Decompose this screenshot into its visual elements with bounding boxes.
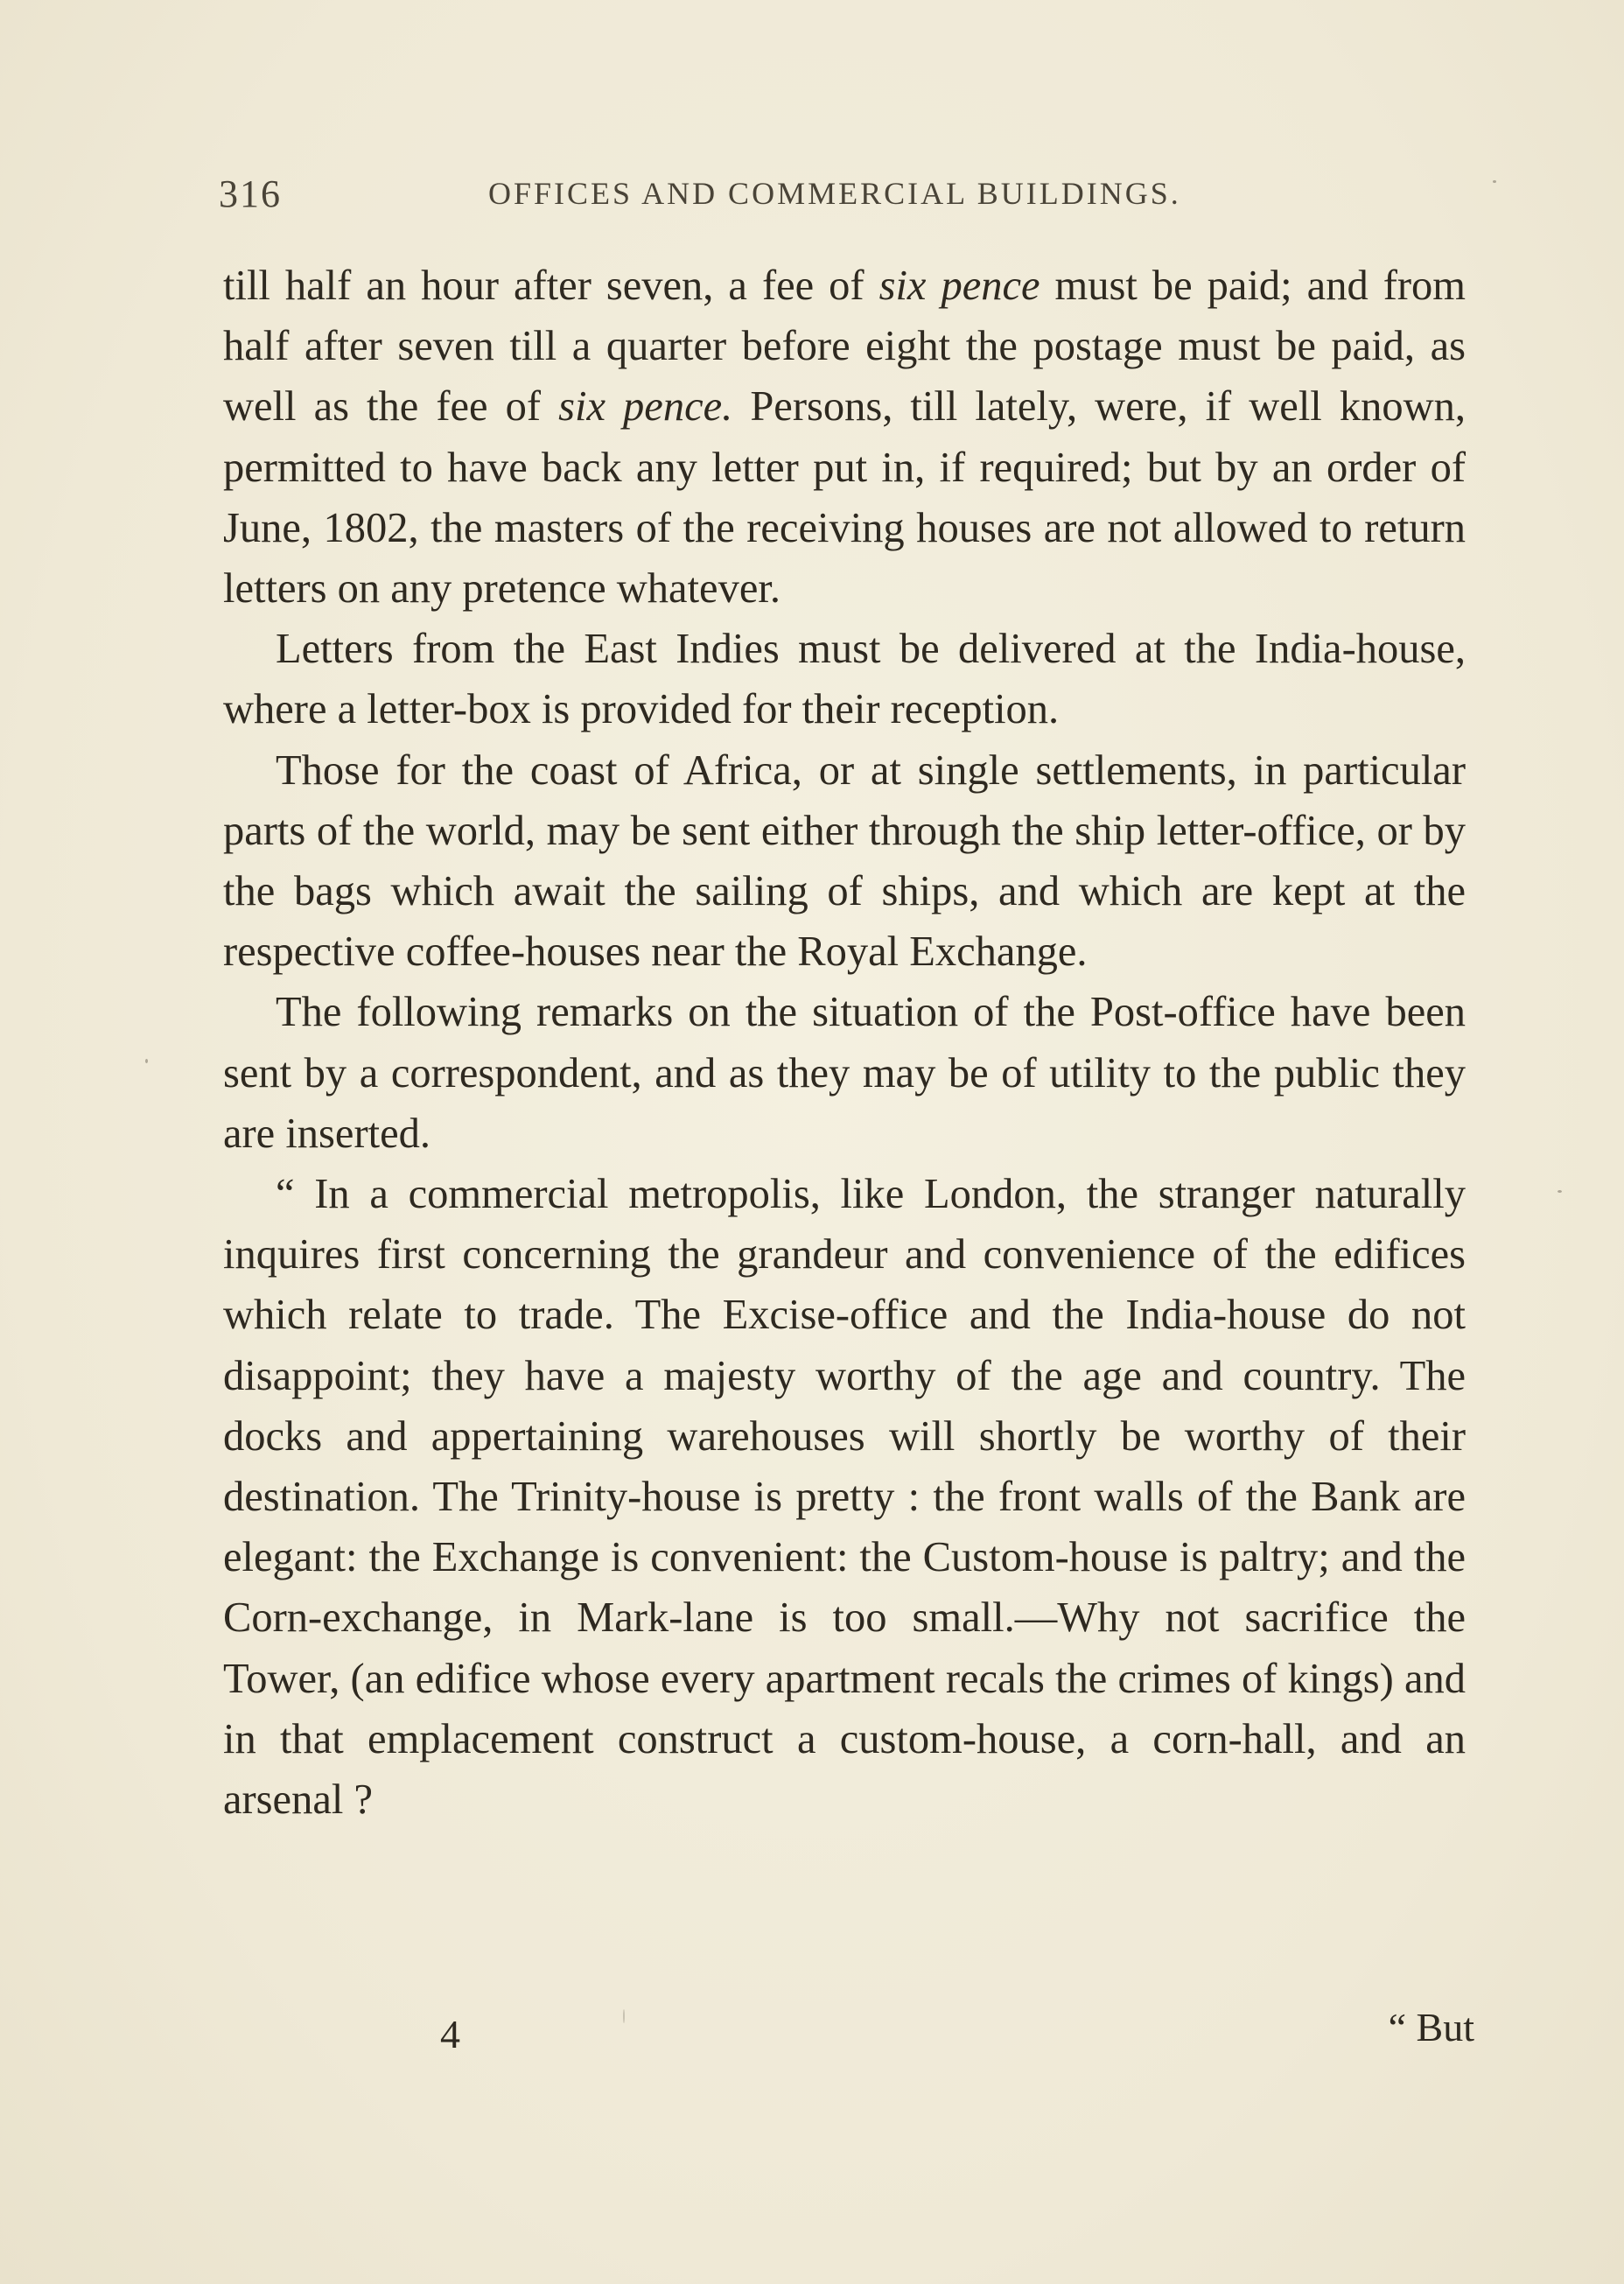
running-head-title: OFFICES AND COMMERCIAL BUILDINGS.: [488, 176, 1181, 211]
paragraph-text: The following remarks on the situation of the Post-office have been sent by a correspondent, and as they may be of utility to the public they are inserted.: [223, 989, 1466, 1157]
paragraph: [223, 1164, 1466, 1830]
italic-text: six pence: [878, 263, 1040, 309]
paper-speck: [623, 2009, 625, 2023]
paragraph-text: Letters from the East Indies must be delivered at the India-house, where a letter-box is provided for their reception.: [223, 626, 1466, 733]
body-text: [223, 256, 1466, 1830]
paragraph: [223, 740, 1466, 983]
paragraph-text: must be paid; and from half after seven till a quarter before eight the postage must be paid, as well as the fee of: [223, 263, 1466, 431]
paragraph-text: till half an hour after seven, a fee of: [223, 263, 879, 309]
catchword: “ But: [1388, 2005, 1474, 2049]
running-head: [219, 172, 1216, 224]
paper-speck: [1493, 180, 1496, 183]
italic-text: six pence.: [558, 383, 733, 431]
paper-speck: [145, 1059, 148, 1063]
page-number: 316: [219, 172, 282, 215]
paragraph-text: “ In a commercial metropolis, like London, the stranger naturally inquires first concerning the grandeur and convenience of the edifices which relate to trade. The Excise-office and the India-house do not disappoint; they have a majesty worthy of the age and country. The docks and appertaining warehouses will shortly be worthy of their destination. The Trinity-house is pretty : the front walls of the Bank are elegant: the Exchange is convenient: the Custom-house is paltry; and the Corn-exchange, in Mark-lane is too small.—Why not sacrifice the Tower, (an edifice whose every apartment recals the crimes of kings) and in that emplacement construct a custom-house, a corn-hall, and an arsenal ?: [223, 1171, 1466, 1824]
paper-speck: [1558, 1190, 1562, 1193]
paragraph: [223, 256, 1466, 619]
paragraph-text: Persons, till lately, were, if well known, permitted to have back any letter put in, if required; but by an order of June, 1802, the masters of the receiving houses are not allowed to return letters on any pretence whatever.: [223, 383, 1466, 613]
signature-mark: 4: [440, 2012, 460, 2056]
paragraph: [223, 982, 1466, 1164]
paragraph-text: Those for the coast of Africa, or at single settlements, in particular parts of the world, may be sent either through the ship letter-office, or by the bags which await the sailing of ships, and which are kept at the respective coffee-houses near the Royal Exchange.: [223, 746, 1466, 976]
page-footer: [223, 2004, 1474, 2065]
paragraph: [223, 619, 1466, 739]
